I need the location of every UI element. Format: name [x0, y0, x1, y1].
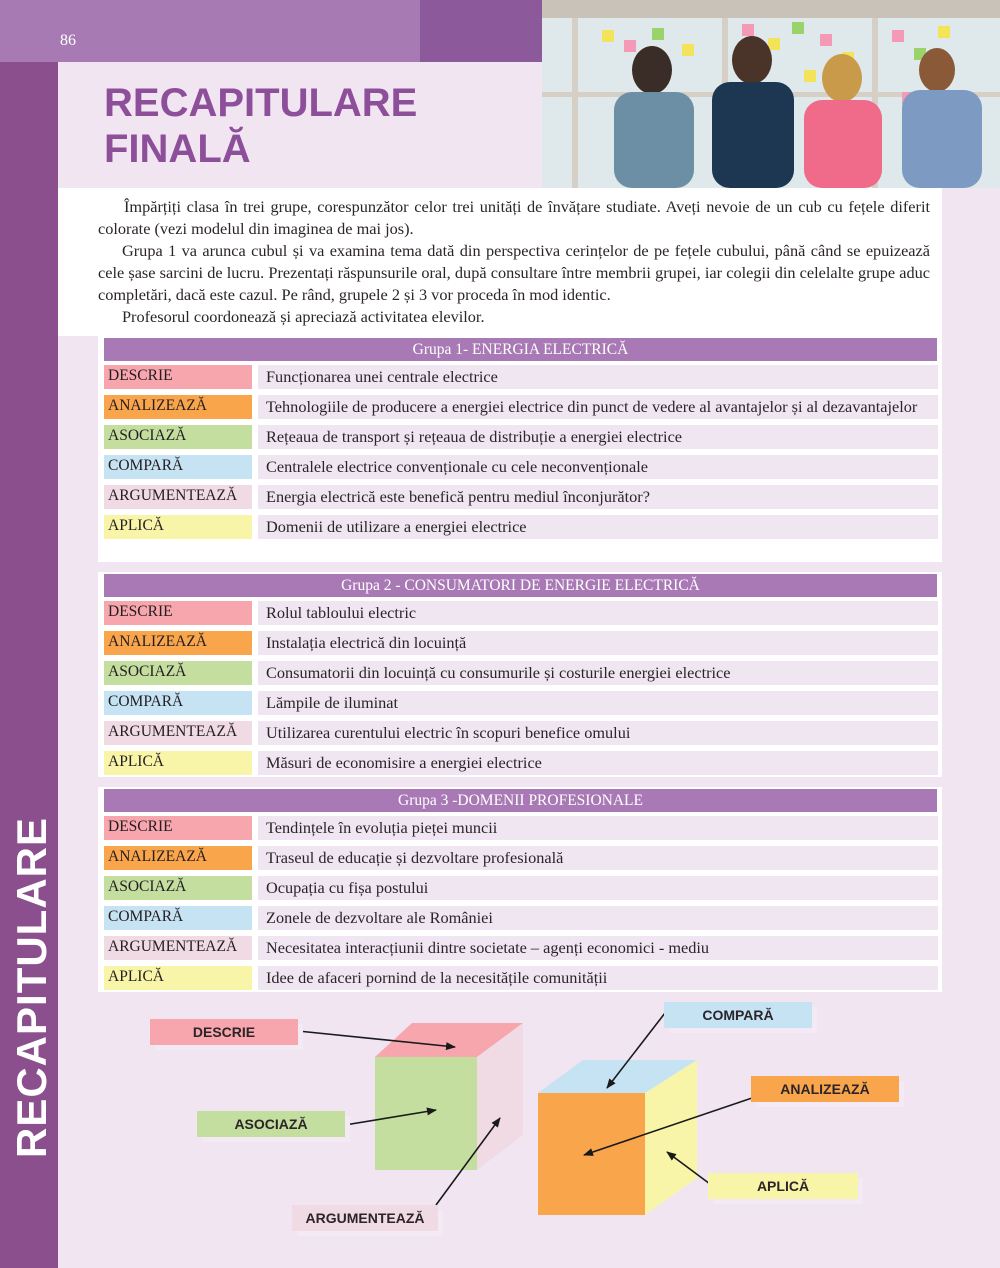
- task-analizeaza: Tehnologiile de producere a energiei electrice din punct de vedere al avantajelor și al dezavantajelor: [258, 395, 938, 419]
- category-aplica: APLICĂ: [104, 515, 252, 539]
- category-compara: COMPARĂ: [104, 691, 252, 715]
- intro-paragraph-3: Profesorul coordonează și apreciază activitatea elevilor.: [122, 307, 485, 326]
- task-argumenteaza: Necesitatea interacțiunii dintre societate – agenți economici - mediu: [258, 936, 938, 960]
- cube-right: [538, 1060, 697, 1215]
- category-descrie: DESCRIE: [104, 816, 252, 840]
- title-line-1: RECAPITULARE: [104, 81, 418, 125]
- diagram-label-asociaza: ASOCIAZĂ: [197, 1111, 345, 1137]
- cube-left-front-face: [375, 1057, 477, 1170]
- task-analizeaza: Traseul de educație și dezvoltare profesională: [258, 846, 938, 870]
- category-analizeaza: ANALIZEAZĂ: [104, 395, 252, 419]
- category-aplica: APLICĂ: [104, 966, 252, 990]
- diagram-label-argumenteaza: ARGUMENTEAZĂ: [292, 1205, 438, 1231]
- cube-left: [375, 1023, 523, 1170]
- category-argumenteaza: ARGUMENTEAZĂ: [104, 936, 252, 960]
- group-2-header: Grupa 2 - CONSUMATORI DE ENERGIE ELECTRICĂ: [104, 574, 937, 597]
- task-aplica: Măsuri de economisire a energiei electrice: [258, 751, 938, 775]
- task-aplica: Domenii de utilizare a energiei electrice: [258, 515, 938, 539]
- diagram-label-analizeaza: ANALIZEAZĂ: [751, 1076, 899, 1102]
- page-number: 86: [60, 32, 76, 49]
- category-argumenteaza: ARGUMENTEAZĂ: [104, 721, 252, 745]
- task-compara: Zonele de dezvoltare ale României: [258, 906, 938, 930]
- task-argumenteaza: Utilizarea curentului electric în scopuri benefice omului: [258, 721, 938, 745]
- group-1-header: Grupa 1- ENERGIA ELECTRICĂ: [104, 338, 937, 361]
- diagram-label-descrie: DESCRIE: [150, 1019, 298, 1045]
- intro-paragraph-1: Împărțiți clasa în trei grupe, corespunzător celor trei unități de învățare studiate. Aveți nevoie de un cub cu fețele diferit colorate (vezi modelul din imaginea de mai jos).: [98, 197, 930, 238]
- task-asociaza: Rețeaua de transport și rețeaua de distribuție a energiei electrice: [258, 425, 938, 449]
- category-asociaza: ASOCIAZĂ: [104, 661, 252, 685]
- side-label: RECAPITULARE: [8, 816, 55, 1158]
- task-asociaza: Consumatorii din locuință cu consumurile și costurile energiei electrice: [258, 661, 938, 685]
- category-analizeaza: ANALIZEAZĂ: [104, 846, 252, 870]
- diagram-label-compara: COMPARĂ: [664, 1002, 812, 1028]
- group-3-header: Grupa 3 -DOMENII PROFESIONALE: [104, 789, 937, 812]
- category-compara: COMPARĂ: [104, 455, 252, 479]
- category-analizeaza: ANALIZEAZĂ: [104, 631, 252, 655]
- task-descrie: Rolul tabloului electric: [258, 601, 938, 625]
- category-asociaza: ASOCIAZĂ: [104, 425, 252, 449]
- task-compara: Centralele electrice convenționale cu cele neconvenționale: [258, 455, 938, 479]
- task-descrie: Tendințele în evoluția pieței muncii: [258, 816, 938, 840]
- title-line-2: FINALĂ: [104, 127, 251, 171]
- task-compara: Lămpile de iluminat: [258, 691, 938, 715]
- category-argumenteaza: ARGUMENTEAZĂ: [104, 485, 252, 509]
- category-descrie: DESCRIE: [104, 601, 252, 625]
- task-descrie: Funcționarea unei centrale electrice: [258, 365, 938, 389]
- category-aplica: APLICĂ: [104, 751, 252, 775]
- category-compara: COMPARĂ: [104, 906, 252, 930]
- intro-paragraph-2: Grupa 1 va arunca cubul și va examina tema dată din perspectiva cerințelor de pe fețele cubului, până când se epuizează cele șase sarcini de lucru. Prezentați răspunsurile oral, după consultare între membrii grupei, iar colegii din celelalte grupe aduc completări, dacă este cazul. Pe rând, grupele 2 și 3 vor proceda în mod identic.: [98, 241, 930, 304]
- category-descrie: DESCRIE: [104, 365, 252, 389]
- cube-right-front-face: [538, 1093, 645, 1215]
- task-analizeaza: Instalația electrică din locuință: [258, 631, 938, 655]
- task-asociaza: Ocupația cu fișa postului: [258, 876, 938, 900]
- task-argumenteaza: Energia electrică este benefică pentru mediul înconjurător?: [258, 485, 938, 509]
- task-aplica: Idee de afaceri pornind de la necesitățile comunității: [258, 966, 938, 990]
- category-asociaza: ASOCIAZĂ: [104, 876, 252, 900]
- diagram-label-aplica: APLICĂ: [708, 1173, 858, 1199]
